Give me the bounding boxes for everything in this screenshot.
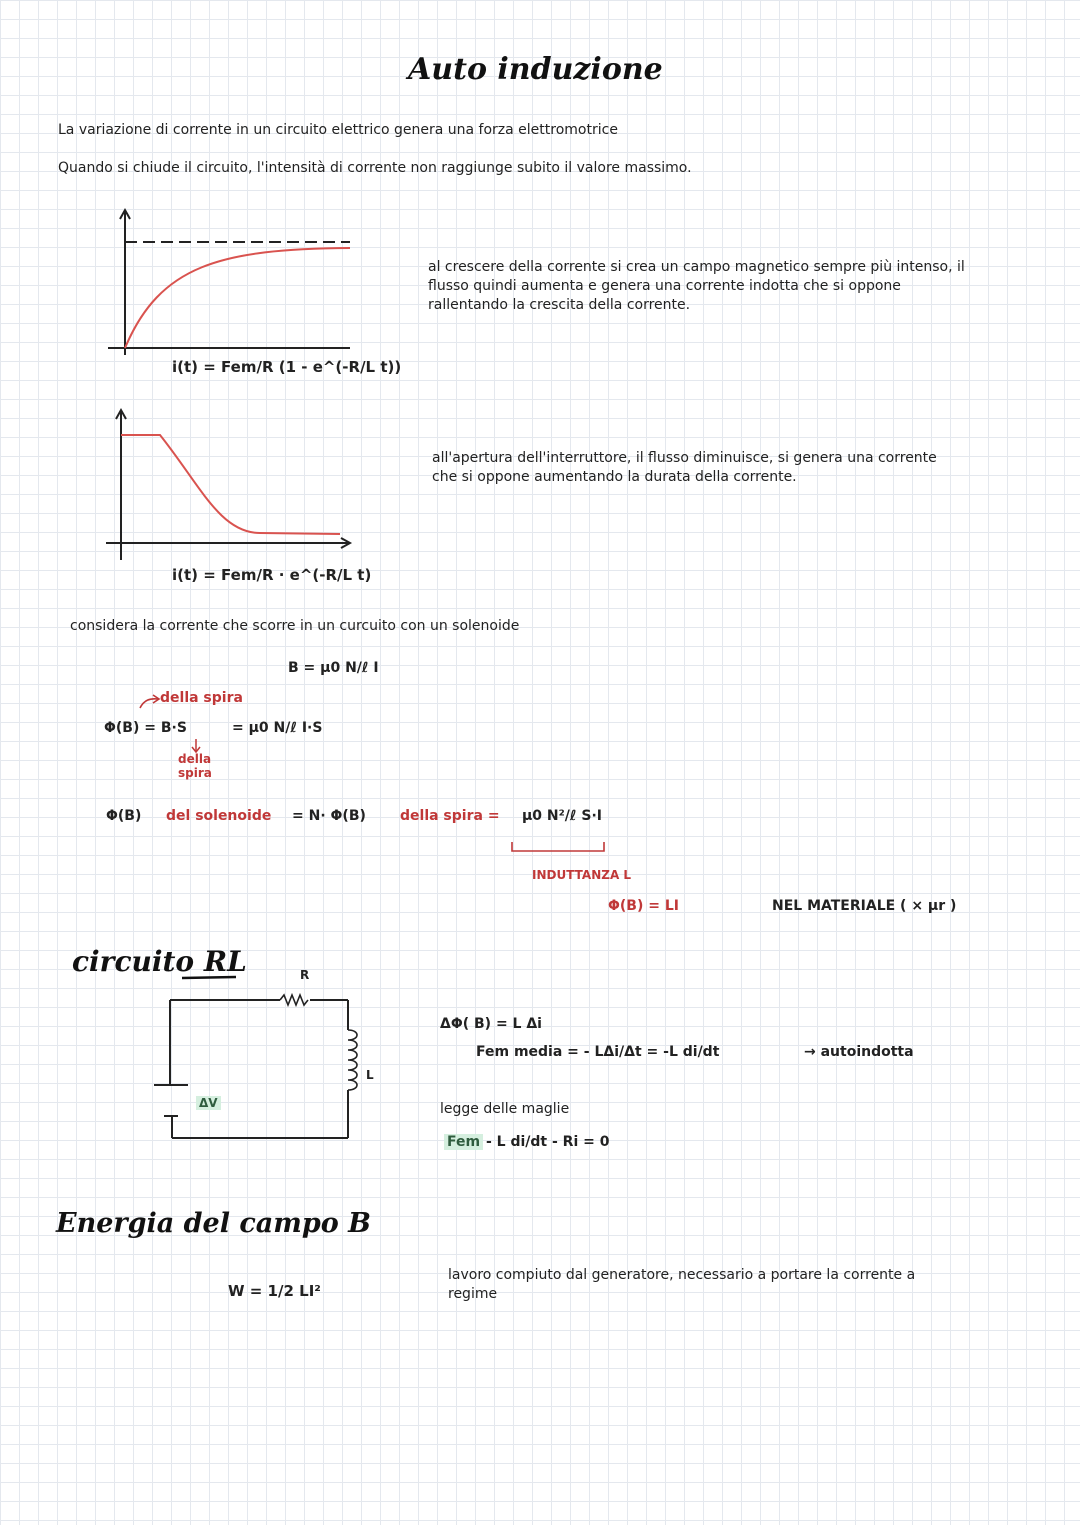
flux-spira-lhs: Φ(B) = B·S [104, 720, 187, 736]
label-resistor: R [300, 968, 310, 982]
page-title: Auto induzione [408, 52, 663, 87]
solenoid-intro: considera la corrente che scorre in un curcuito con un solenoide [70, 618, 520, 634]
circuit-heading: circuito RL [72, 945, 247, 978]
della-spira-eq: della spira = [400, 808, 500, 824]
energy-formula: W = 1/2 LI² [228, 1282, 321, 1300]
graph2-formula: i(t) = Fem/R · e^(-R/L t) [172, 566, 372, 584]
intro-line-1: La variazione di corrente in un circuito elettrico genera una forza elettromotrice [58, 122, 618, 138]
graph2-note: all'apertura dell'interruttore, il flusso diminuisce, si genera una corrente che si oppone aumentando la durata della corrente. [432, 450, 937, 485]
graph-current-rise [100, 205, 360, 365]
graph2-curve [121, 435, 340, 534]
inductor-symbol [348, 1030, 357, 1090]
label-delta-v: ΔV [196, 1096, 221, 1110]
flux-li: Φ(B) = LI [608, 898, 679, 914]
della-spira-top: della spira [160, 690, 243, 706]
delta-flux: ΔΦ( B) = L Δi [440, 1016, 542, 1032]
energy-heading: Energia del campo B [56, 1208, 371, 1239]
fem-media: Fem media = - LΔi/Δt = -L di/dt [476, 1044, 720, 1060]
arrow-della-spira [138, 694, 162, 710]
induttanza-brace [510, 840, 610, 856]
del-solenoide: del solenoide [166, 808, 272, 824]
rl-circuit-diagram [150, 990, 370, 1160]
flux-spira-rhs: = μ0 N/ℓ I·S [232, 720, 323, 736]
intro-line-2: Quando si chiude il circuito, l'intensità di corrente non raggiunge subito il valore massimo. [58, 160, 692, 176]
autoindotta-label: → autoindotta [804, 1044, 914, 1060]
solenoid-b-formula: B = μ0 N/ℓ I [288, 660, 379, 676]
maglie-fem: Fem [444, 1134, 483, 1150]
della-spira-bottom: della spira [178, 752, 212, 780]
resistor-symbol [280, 995, 308, 1005]
flux-solenoid-lhs: Φ(B) [106, 808, 142, 824]
flux-solenoid-rhs: μ0 N²/ℓ S·I [522, 808, 602, 824]
graph1-formula: i(t) = Fem/R (1 - e^(-R/L t)) [172, 358, 402, 376]
label-inductor: L [366, 1068, 374, 1082]
legge-maglie: legge delle maglie [440, 1101, 570, 1117]
flux-solenoid-mid: = N· Φ(B) [292, 808, 366, 824]
graph-current-decay [100, 405, 360, 565]
circuit-underline [180, 974, 240, 982]
induttanza-label: INDUTTANZA L [532, 868, 632, 882]
energy-note: lavoro compiuto dal generatore, necessario a portare la corrente a regime [448, 1267, 916, 1302]
maglie-equation: - L di/dt - Ri = 0 [486, 1134, 610, 1150]
graph1-curve [125, 248, 350, 348]
materiale-note: NEL MATERIALE ( × μr ) [772, 898, 957, 914]
graph1-note: al crescere della corrente si crea un campo magnetico sempre più intenso, il flusso quindi aumenta e genera una corrente indotta che si oppone rallentando la crescita della corrente. [428, 259, 965, 313]
